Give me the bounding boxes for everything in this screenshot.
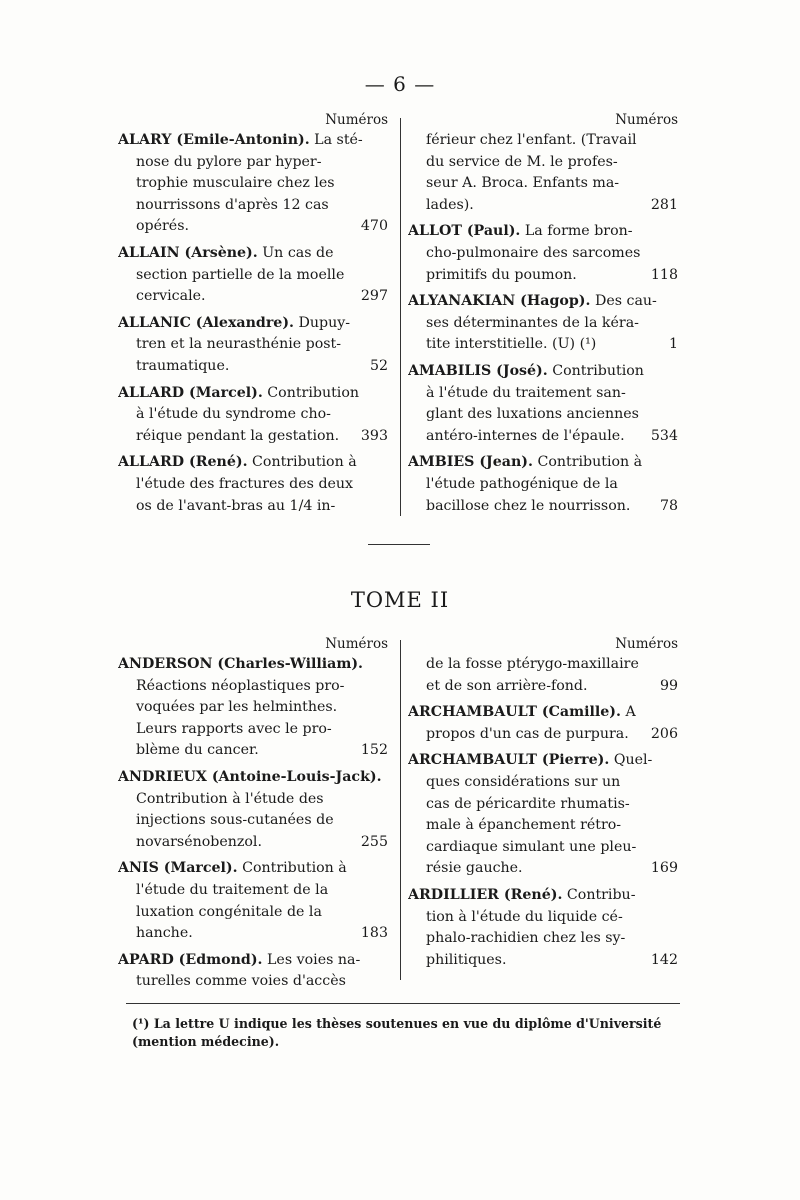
index-entry	[408, 654, 678, 697]
entry-text: Contribution	[262, 384, 359, 401]
entry-line	[408, 474, 678, 496]
entry-text: trophie musculaire chez les	[136, 175, 335, 192]
entry-line	[408, 885, 678, 907]
index-entry	[408, 130, 678, 216]
entry-text: primitifs du poumon.	[426, 266, 577, 283]
index-entry	[118, 383, 388, 448]
column-divider	[400, 118, 401, 516]
entry-text: l'étude des fractures des deux	[136, 475, 354, 492]
index-entry	[408, 750, 678, 880]
thesis-number: 118	[645, 265, 678, 287]
entry-line	[408, 750, 678, 772]
author-name: ALLAIN (Arsène).	[118, 244, 258, 261]
thesis-number: 78	[654, 496, 678, 518]
entry-line	[118, 243, 388, 265]
page-number: — 6 —	[364, 72, 436, 96]
entry-text: Des cau-	[590, 293, 657, 310]
entry-text: os de l'avant-bras au 1/4 in-	[136, 497, 336, 514]
entry-text: cas de péricardite rhumatis-	[426, 795, 630, 812]
footnote-line: (¹) La lettre U indique les thèses soutenues en vue du diplôme d'Université	[132, 1016, 662, 1031]
index-column-right-tome1	[408, 110, 678, 522]
author-name: ARCHAMBAULT (Pierre).	[408, 752, 610, 769]
index-entry	[118, 130, 388, 238]
author-name: APARD (Edmond).	[118, 951, 263, 968]
thesis-number: 142	[645, 950, 678, 972]
author-name: ALLANIC (Alexandre).	[118, 314, 294, 331]
numeros-header: Numéros	[615, 636, 678, 652]
author-name: ARCHAMBAULT (Camille).	[408, 704, 621, 721]
entry-text: La sté-	[309, 132, 363, 148]
entry-line	[408, 361, 678, 383]
thesis-number: 281	[645, 195, 678, 217]
index-column-left-tome2	[118, 634, 388, 998]
entry-line	[408, 724, 678, 746]
index-entry	[408, 361, 678, 447]
index-entry	[408, 452, 678, 517]
index-entry	[408, 702, 678, 745]
entry-line	[118, 676, 388, 698]
author-name: ALYANAKIAN (Hagop).	[408, 293, 591, 310]
entry-line	[118, 152, 388, 174]
entry-line	[408, 907, 678, 929]
author-name: AMBIES (Jean).	[408, 454, 533, 471]
entry-line	[118, 767, 388, 789]
entry-line	[408, 313, 678, 335]
thesis-number: 152	[355, 740, 388, 762]
entry-text: lades).	[426, 196, 474, 213]
thesis-number: 52	[364, 356, 388, 378]
entry-line	[118, 313, 388, 335]
entry-text: La forme bron-	[520, 223, 633, 240]
entry-text: ses déterminantes de la kéra-	[426, 314, 639, 331]
footnote-rule	[126, 1003, 680, 1004]
entry-text: antéro-internes de l'épaule.	[426, 427, 625, 444]
entry-text: tion à l'étude du liquide cé-	[426, 908, 623, 925]
entry-line	[118, 880, 388, 902]
entry-text: Contribution à	[237, 860, 347, 877]
entry-line	[408, 243, 678, 265]
entry-line	[408, 815, 678, 837]
entry-line	[118, 697, 388, 719]
thesis-number: 470	[355, 216, 388, 238]
index-column-left-tome1	[118, 110, 388, 522]
entry-text: l'étude du traitement de la	[136, 881, 329, 898]
entry-line	[118, 426, 388, 448]
entry-line	[408, 221, 678, 243]
thesis-number: 99	[654, 676, 678, 698]
entry-line	[408, 837, 678, 859]
entry-line	[408, 173, 678, 195]
entry-line	[118, 286, 388, 308]
entry-text: Dupuy-	[293, 314, 351, 331]
entry-line	[118, 173, 388, 195]
entry-text: Contribu-	[562, 886, 636, 903]
entry-text: Quel-	[609, 752, 653, 769]
index-entry	[118, 243, 388, 308]
entry-text: male à épanchement rétro-	[426, 817, 622, 834]
index-entry	[408, 221, 678, 286]
entry-text: luxation congénitale de la	[136, 903, 322, 920]
entry-text: opérés.	[136, 218, 189, 235]
entry-text: turelles comme voies d'accès	[136, 973, 346, 990]
entry-text: tite interstitielle. (U) (¹)	[426, 336, 597, 353]
footnote	[132, 1015, 692, 1051]
entry-line	[118, 719, 388, 741]
entry-line	[408, 265, 678, 287]
entry-text: A	[620, 704, 636, 721]
thesis-number: 297	[355, 286, 388, 308]
numeros-header: Numéros	[325, 636, 388, 652]
entry-text: tren et la neurasthénie post-	[136, 336, 342, 353]
entry-line	[118, 334, 388, 356]
entry-text: voquées par les helminthes.	[136, 699, 338, 716]
entry-line	[408, 676, 678, 698]
entry-line	[408, 950, 678, 972]
entry-text: Un cas de	[257, 244, 334, 261]
thesis-number: 206	[645, 724, 678, 746]
index-entry	[118, 654, 388, 762]
entry-line	[408, 383, 678, 405]
entry-line	[118, 971, 388, 993]
entry-line	[118, 356, 388, 378]
entry-text: philitiques.	[426, 951, 507, 968]
entry-line	[118, 404, 388, 426]
entry-line	[118, 832, 388, 854]
entry-line	[118, 858, 388, 880]
index-entry	[408, 291, 678, 356]
entry-text: Réactions néoplastiques pro-	[136, 677, 345, 694]
entry-line	[408, 452, 678, 474]
entry-line	[118, 216, 388, 238]
entry-text: Contribution à	[247, 454, 357, 471]
entry-line	[408, 928, 678, 950]
thesis-number: 393	[355, 426, 388, 448]
entry-line	[118, 789, 388, 811]
thesis-number: 183	[355, 923, 388, 945]
entry-text: cho-pulmonaire des sarcomes	[426, 244, 641, 261]
entry-line	[408, 334, 678, 356]
entry-text: du service de M. le profes-	[426, 153, 618, 170]
numeros-header: Numéros	[325, 112, 388, 128]
entry-line	[408, 404, 678, 426]
entry-line	[118, 130, 388, 152]
entry-text: Leurs rapports avec le pro-	[136, 720, 332, 737]
entry-text: ques considérations sur un	[426, 773, 621, 790]
author-name: ANDRIEUX (Antoine-Louis-Jack).	[118, 768, 382, 785]
entry-line	[118, 950, 388, 972]
entry-line	[408, 426, 678, 448]
author-name: ALLOT (Paul).	[408, 223, 521, 240]
entry-line	[408, 195, 678, 217]
index-entry	[118, 313, 388, 378]
entry-text: cardiaque simulant une pleu-	[426, 838, 637, 855]
entry-line	[118, 496, 388, 518]
index-column-right-tome2	[408, 634, 678, 976]
entry-line	[118, 654, 388, 676]
index-entry	[118, 950, 388, 993]
entry-line	[118, 195, 388, 217]
entry-text: Contribution à	[532, 454, 643, 471]
entry-line	[118, 923, 388, 945]
thesis-number: 255	[355, 832, 388, 854]
entry-line	[408, 858, 678, 880]
entry-text: hanche.	[136, 925, 193, 942]
entry-text: traumatique.	[136, 357, 230, 374]
entry-text: nourrissons d'après 12 cas	[136, 196, 329, 213]
entry-line	[408, 772, 678, 794]
entry-text: férieur chez l'enfant. (Travail	[426, 132, 637, 148]
author-name: AMABILIS (José).	[408, 362, 548, 379]
entry-text: réique pendant la gestation.	[136, 427, 340, 444]
footnote-line: (mention médecine).	[132, 1034, 280, 1049]
entry-line	[408, 654, 678, 676]
column-divider	[400, 640, 401, 980]
entry-text: à l'étude du traitement san-	[426, 384, 626, 401]
author-name: ALARY (Emile-Antonin).	[118, 132, 310, 148]
entry-text: de la fosse ptérygo-maxillaire	[426, 656, 639, 672]
author-name: ANDERSON (Charles-William).	[118, 656, 363, 672]
entry-text: seur A. Broca. Enfants ma-	[426, 175, 620, 192]
entry-text: cervicale.	[136, 288, 206, 305]
author-name: ALLARD (René).	[118, 454, 248, 471]
thesis-number: 1	[663, 334, 678, 356]
entry-text: injections sous-cutanées de	[136, 812, 334, 829]
entry-text: Contribution à l'étude des	[136, 790, 324, 807]
entry-text: nose du pylore par hyper-	[136, 153, 322, 170]
entry-line	[408, 794, 678, 816]
entry-line	[118, 452, 388, 474]
index-entry	[118, 452, 388, 517]
index-entry	[408, 885, 678, 971]
numeros-header: Numéros	[615, 112, 678, 128]
author-name: ALLARD (Marcel).	[118, 384, 263, 401]
entry-text: bacillose chez le nourrisson.	[426, 497, 631, 514]
index-entry	[118, 858, 388, 944]
index-entry	[118, 767, 388, 853]
entry-text: section partielle de la moelle	[136, 266, 345, 283]
thesis-number: 534	[645, 426, 678, 448]
entry-line	[118, 383, 388, 405]
thesis-number: 169	[645, 858, 678, 880]
entry-text: novarsénobenzol.	[136, 833, 262, 850]
entry-text: glant des luxations anciennes	[426, 406, 639, 423]
entry-text: Contribution	[547, 362, 644, 379]
entry-line	[118, 810, 388, 832]
entry-line	[408, 291, 678, 313]
entry-line	[118, 740, 388, 762]
entry-line	[408, 130, 678, 152]
entry-line	[118, 265, 388, 287]
author-name: ARDILLIER (René).	[408, 886, 563, 903]
entry-text: l'étude pathogénique de la	[426, 475, 618, 492]
entry-text: propos d'un cas de purpura.	[426, 725, 629, 742]
entry-line	[408, 702, 678, 724]
entry-line	[118, 474, 388, 496]
entry-text: phalo-rachidien chez les sy-	[426, 930, 626, 947]
section-separator	[368, 544, 430, 545]
entry-text: à l'étude du syndrome cho-	[136, 406, 331, 423]
entry-text: et de son arrière-fond.	[426, 677, 588, 694]
author-name: ANIS (Marcel).	[118, 860, 238, 877]
tome-heading: TOME II	[350, 588, 450, 612]
entry-line	[408, 496, 678, 518]
entry-text: résie gauche.	[426, 860, 523, 877]
entry-line	[408, 152, 678, 174]
entry-text: Les voies na-	[262, 951, 361, 968]
entry-text: blème du cancer.	[136, 742, 259, 759]
entry-line	[118, 902, 388, 924]
